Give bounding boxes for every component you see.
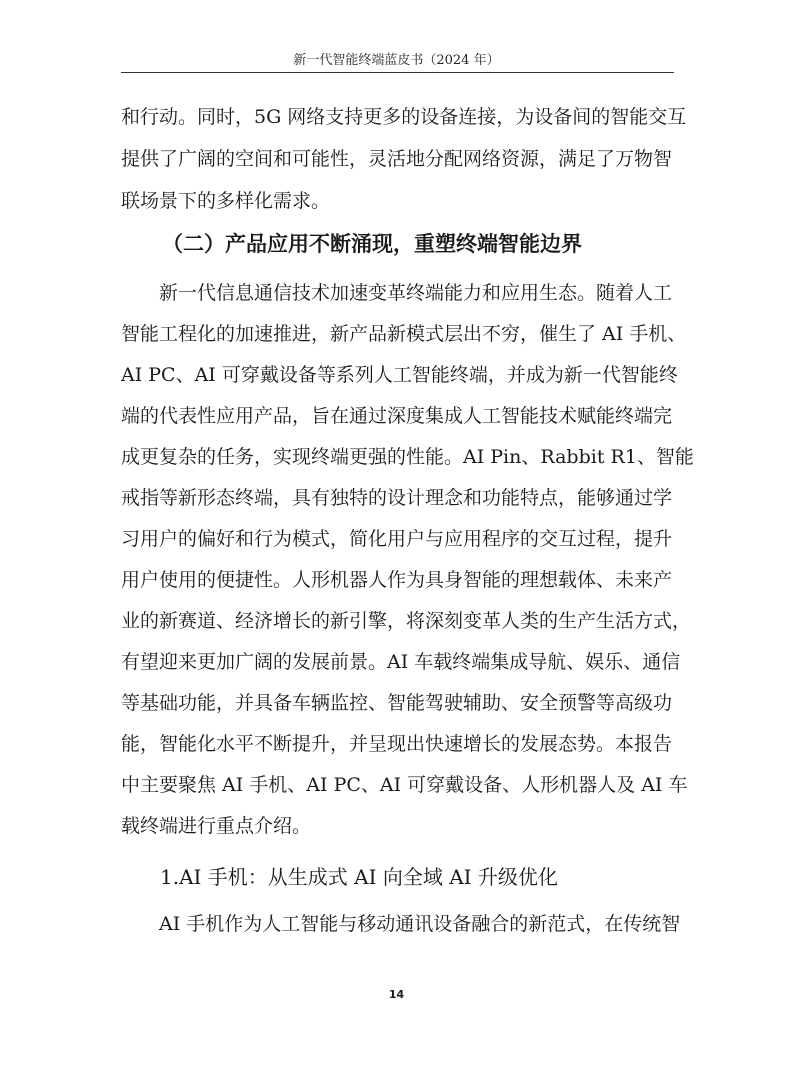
paragraph-line: 中主要聚焦 AI 手机、AI PC、AI 可穿戴设备、人形机器人及 AI 车 xyxy=(121,774,688,796)
running-header: 新一代智能终端蓝皮书（2024 年） xyxy=(293,53,500,68)
header-rule xyxy=(121,72,674,73)
paragraph-line: 用户使用的便捷性。人形机器人作为具身智能的理想载体、未来产 xyxy=(121,569,673,591)
paragraph-line: 等基础功能，并具备车辆监控、智能驾驶辅助、安全预警等高级功 xyxy=(121,692,673,714)
paragraph-line: 和行动。同时，5G 网络支持更多的设备连接，为设备间的智能交互 xyxy=(121,106,687,128)
paragraph-line: 成更复杂的任务，实现终端更强的性能。AI Pin、Rabbit R1、智能 xyxy=(121,446,694,468)
paragraph-line: 能，智能化水平不断提升，并呈现出快速增长的发展态势。本报告 xyxy=(121,733,673,755)
section-heading: （二）产品应用不断涌现，重塑终端智能边界 xyxy=(162,232,582,256)
paragraph-line: 端的代表性应用产品，旨在通过深度集成人工智能技术赋能终端完 xyxy=(121,405,673,427)
paragraph-line: 戒指等新形态终端，具有独特的设计理念和功能特点，能够通过学 xyxy=(121,487,673,509)
paragraph-line: 新一代信息通信技术加速变革终端能力和应用生态。随着人工 xyxy=(159,282,673,304)
paragraph-line: AI PC、AI 可穿戴设备等系列人工智能终端，并成为新一代智能终 xyxy=(121,364,678,386)
paragraph-line: 载终端进行重点介绍。 xyxy=(121,815,312,837)
paragraph-line: 有望迎来更加广阔的发展前景。AI 车载终端集成导航、娱乐、通信 xyxy=(121,651,681,673)
paragraph-line: 提供了广阔的空间和可能性，灵活地分配网络资源，满足了万物智 xyxy=(121,148,673,170)
paragraph-line: 业的新赛道、经济增长的新引擎，将深刻变革人类的生产生活方式， xyxy=(121,610,692,632)
page-number: 14 xyxy=(388,988,405,1001)
paragraph-line: 联场景下的多样化需求。 xyxy=(121,190,331,212)
paragraph-line: AI 手机作为人工智能与移动通讯设备融合的新范式，在传统智 xyxy=(159,913,681,935)
subsection-heading: 1.AI 手机：从生成式 AI 向全域 AI 升级优化 xyxy=(160,865,558,889)
paragraph-line: 习用户的偏好和行为模式，简化用户与应用程序的交互过程，提升 xyxy=(121,528,673,550)
paragraph-line: 智能工程化的加速推进，新产品新模式层出不穷，催生了 AI 手机、 xyxy=(121,323,687,345)
